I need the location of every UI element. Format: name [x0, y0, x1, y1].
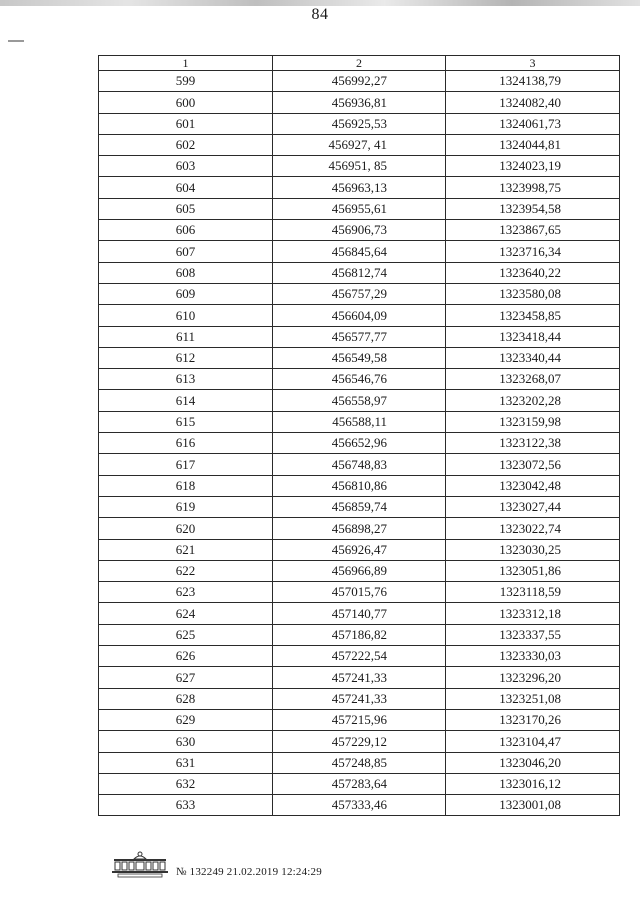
coordinate-x-cell: 456906,73 — [273, 220, 446, 241]
coordinate-x-cell: 456588,11 — [273, 411, 446, 432]
table-row — [99, 688, 620, 709]
table-row — [99, 156, 620, 177]
coordinate-x-cell: 457241,33 — [273, 667, 446, 688]
table-row — [99, 624, 620, 645]
table-row — [99, 283, 620, 304]
coordinate-x-cell: 456926,47 — [273, 539, 446, 560]
table-row — [99, 603, 620, 624]
coordinate-y-cell: 1323268,07 — [446, 369, 620, 390]
table-row — [99, 433, 620, 454]
table-row — [99, 220, 620, 241]
coordinate-x-cell: 456936,81 — [273, 92, 446, 113]
building-emblem-icon — [108, 850, 172, 878]
coordinate-x-cell: 456927, 41 — [273, 134, 446, 155]
coordinate-y-cell: 1323998,75 — [446, 177, 620, 198]
coordinate-x-cell: 456546,76 — [273, 369, 446, 390]
coordinate-y-cell: 1323022,74 — [446, 518, 620, 539]
coordinate-y-cell: 1323046,20 — [446, 752, 620, 773]
point-number-cell: 631 — [99, 752, 273, 773]
point-number-cell: 606 — [99, 220, 273, 241]
coordinate-y-cell: 1324138,79 — [446, 71, 620, 92]
table-row — [99, 113, 620, 134]
coordinate-x-cell: 457241,33 — [273, 688, 446, 709]
coordinate-y-cell: 1323330,03 — [446, 646, 620, 667]
point-number-cell: 601 — [99, 113, 273, 134]
table-row — [99, 177, 620, 198]
coordinate-y-cell: 1323640,22 — [446, 262, 620, 283]
point-number-cell: 611 — [99, 326, 273, 347]
table-row — [99, 752, 620, 773]
coordinate-y-cell: 1323170,26 — [446, 709, 620, 730]
coordinate-y-cell: 1323118,59 — [446, 582, 620, 603]
table-row — [99, 411, 620, 432]
coordinate-x-cell: 456604,09 — [273, 305, 446, 326]
point-number-cell: 604 — [99, 177, 273, 198]
point-number-cell: 608 — [99, 262, 273, 283]
table-row — [99, 326, 620, 347]
coordinate-x-cell: 456812,74 — [273, 262, 446, 283]
table-row — [99, 539, 620, 560]
column-header: 1 — [99, 56, 273, 71]
point-number-cell: 623 — [99, 582, 273, 603]
table-row — [99, 582, 620, 603]
coordinate-y-cell: 1323340,44 — [446, 347, 620, 368]
point-number-cell: 603 — [99, 156, 273, 177]
table-row — [99, 305, 620, 326]
coordinate-x-cell: 456951, 85 — [273, 156, 446, 177]
coordinate-y-cell: 1323051,86 — [446, 560, 620, 581]
table-row — [99, 347, 620, 368]
coordinate-y-cell: 1323072,56 — [446, 454, 620, 475]
point-number-cell: 622 — [99, 560, 273, 581]
point-number-cell: 617 — [99, 454, 273, 475]
table-row — [99, 773, 620, 794]
coordinate-y-cell: 1323867,65 — [446, 220, 620, 241]
table-row — [99, 198, 620, 219]
column-header: 3 — [446, 56, 620, 71]
table-row — [99, 369, 620, 390]
table-row — [99, 241, 620, 262]
coordinate-x-cell: 456898,27 — [273, 518, 446, 539]
coordinate-x-cell: 456549,58 — [273, 347, 446, 368]
point-number-cell: 618 — [99, 475, 273, 496]
point-number-cell: 614 — [99, 390, 273, 411]
table-row — [99, 71, 620, 92]
coordinate-y-cell: 1323027,44 — [446, 496, 620, 517]
coordinate-x-cell: 456577,77 — [273, 326, 446, 347]
table-row — [99, 475, 620, 496]
table-row — [99, 560, 620, 581]
point-number-cell: 600 — [99, 92, 273, 113]
coordinate-y-cell: 1323251,08 — [446, 688, 620, 709]
point-number-cell: 632 — [99, 773, 273, 794]
column-header: 2 — [273, 56, 446, 71]
coordinate-x-cell: 457186,82 — [273, 624, 446, 645]
coordinate-y-cell: 1323418,44 — [446, 326, 620, 347]
coordinates-table — [98, 55, 620, 816]
table-row — [99, 518, 620, 539]
coordinate-x-cell: 456992,27 — [273, 71, 446, 92]
table-row — [99, 134, 620, 155]
coordinate-x-cell: 457015,76 — [273, 582, 446, 603]
coordinate-y-cell: 1323312,18 — [446, 603, 620, 624]
coordinate-x-cell: 457283,64 — [273, 773, 446, 794]
point-number-cell: 602 — [99, 134, 273, 155]
point-number-cell: 613 — [99, 369, 273, 390]
coordinate-y-cell: 1323954,58 — [446, 198, 620, 219]
coordinate-y-cell: 1323042,48 — [446, 475, 620, 496]
document-stamp-text: № 132249 21.02.2019 12:24:29 — [176, 866, 322, 878]
point-number-cell: 627 — [99, 667, 273, 688]
coordinate-y-cell: 1323716,34 — [446, 241, 620, 262]
coordinate-x-cell: 457229,12 — [273, 731, 446, 752]
coordinate-x-cell: 457140,77 — [273, 603, 446, 624]
coordinate-x-cell: 456748,83 — [273, 454, 446, 475]
point-number-cell: 626 — [99, 646, 273, 667]
coordinate-x-cell: 456558,97 — [273, 390, 446, 411]
point-number-cell: 610 — [99, 305, 273, 326]
coordinate-y-cell: 1323016,12 — [446, 773, 620, 794]
table-row — [99, 496, 620, 517]
coordinate-x-cell: 456652,96 — [273, 433, 446, 454]
table-header-row — [99, 56, 620, 71]
table-row — [99, 92, 620, 113]
coordinate-x-cell: 457222,54 — [273, 646, 446, 667]
point-number-cell: 628 — [99, 688, 273, 709]
coordinate-y-cell: 1323458,85 — [446, 305, 620, 326]
coordinate-y-cell: 1323159,98 — [446, 411, 620, 432]
point-number-cell: 619 — [99, 496, 273, 517]
table-row — [99, 454, 620, 475]
coordinate-x-cell: 456757,29 — [273, 283, 446, 304]
point-number-cell: 612 — [99, 347, 273, 368]
coordinate-y-cell: 1323030,25 — [446, 539, 620, 560]
point-number-cell: 629 — [99, 709, 273, 730]
point-number-cell: 630 — [99, 731, 273, 752]
point-number-cell: 616 — [99, 433, 273, 454]
coordinate-y-cell: 1323337,55 — [446, 624, 620, 645]
table-body — [99, 71, 620, 816]
coordinate-y-cell: 1324023,19 — [446, 156, 620, 177]
coordinate-x-cell: 456845,64 — [273, 241, 446, 262]
coordinate-x-cell: 457215,96 — [273, 709, 446, 730]
coordinate-y-cell: 1323122,38 — [446, 433, 620, 454]
point-number-cell: 609 — [99, 283, 273, 304]
coordinate-x-cell: 456966,89 — [273, 560, 446, 581]
coordinate-x-cell: 456859,74 — [273, 496, 446, 517]
scan-margin-mark — [8, 40, 24, 42]
coordinate-x-cell: 456925,53 — [273, 113, 446, 134]
point-number-cell: 625 — [99, 624, 273, 645]
coordinate-x-cell: 456963,13 — [273, 177, 446, 198]
table-row — [99, 667, 620, 688]
page-number: 84 — [311, 6, 329, 23]
table-row — [99, 795, 620, 816]
coordinate-x-cell: 456810,86 — [273, 475, 446, 496]
point-number-cell: 605 — [99, 198, 273, 219]
point-number-cell: 599 — [99, 71, 273, 92]
coordinate-y-cell: 1323296,20 — [446, 667, 620, 688]
coordinate-y-cell: 1323580,08 — [446, 283, 620, 304]
point-number-cell: 607 — [99, 241, 273, 262]
coordinate-y-cell: 1324044,81 — [446, 134, 620, 155]
document-footer — [108, 850, 628, 890]
coordinate-y-cell: 1323001,08 — [446, 795, 620, 816]
table-row — [99, 709, 620, 730]
coordinate-x-cell: 457248,85 — [273, 752, 446, 773]
coordinate-y-cell: 1324061,73 — [446, 113, 620, 134]
coordinate-y-cell: 1323104,47 — [446, 731, 620, 752]
table-row — [99, 262, 620, 283]
coordinate-y-cell: 1323202,28 — [446, 390, 620, 411]
coordinate-y-cell: 1324082,40 — [446, 92, 620, 113]
point-number-cell: 633 — [99, 795, 273, 816]
coordinate-x-cell: 457333,46 — [273, 795, 446, 816]
point-number-cell: 624 — [99, 603, 273, 624]
table-row — [99, 646, 620, 667]
point-number-cell: 615 — [99, 411, 273, 432]
point-number-cell: 621 — [99, 539, 273, 560]
coordinate-x-cell: 456955,61 — [273, 198, 446, 219]
point-number-cell: 620 — [99, 518, 273, 539]
table-row — [99, 390, 620, 411]
table-row — [99, 731, 620, 752]
